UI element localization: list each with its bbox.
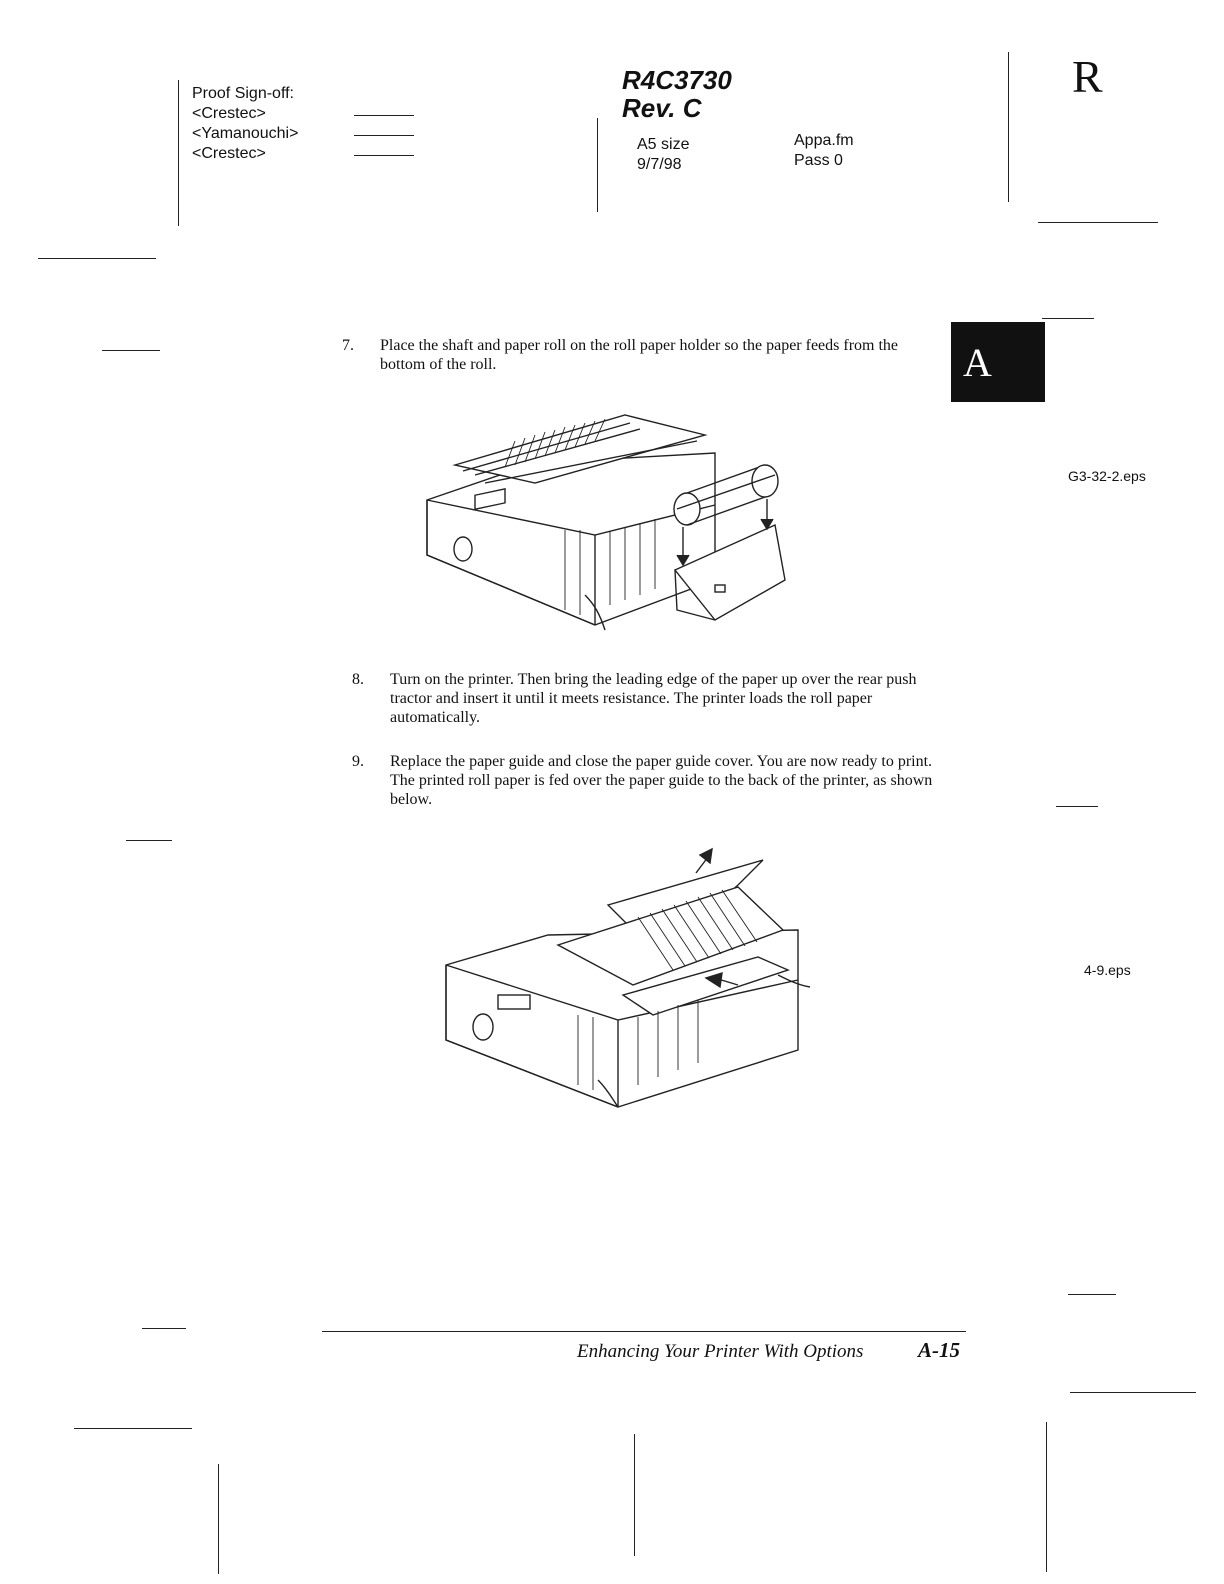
printer-roll-holder-illustration [415, 405, 795, 633]
doc-pass: Pass 0 [794, 152, 843, 169]
crop-mark [218, 1464, 219, 1574]
step-8 [352, 670, 952, 730]
step-number: 7. [342, 337, 354, 354]
doc-file: Appa.fm [794, 132, 854, 149]
step-text: Replace the paper guide and close the paper guide cover. You are now ready to print. The printed roll paper is fed over the paper guide to the back of the printer, as shown below. [390, 753, 933, 808]
signoff-row [192, 144, 414, 164]
step-7 [342, 336, 942, 376]
crop-mark [1056, 806, 1098, 807]
signoff-blank [354, 115, 414, 116]
doc-size: A5 size [637, 136, 690, 153]
signoff-blank [354, 155, 414, 156]
page-number: A-15 [918, 1338, 960, 1362]
crop-mark [74, 1428, 192, 1429]
doc-code-block [622, 66, 732, 122]
header-divider-left [597, 118, 598, 212]
signoff-name: <Crestec> [192, 145, 266, 162]
crop-mark [142, 1328, 186, 1329]
step-text: Place the shaft and paper roll on the roll paper holder so the paper feeds from the bottom of the roll. [380, 337, 899, 373]
corner-mark: R [1072, 51, 1103, 102]
signoff-blank [354, 135, 414, 136]
proof-margin-rule [178, 80, 179, 226]
crop-mark [1068, 1294, 1116, 1295]
doc-date: 9/7/98 [637, 156, 682, 173]
crop-mark [1042, 318, 1094, 319]
crop-mark [1070, 1392, 1196, 1393]
proof-signoff-block [192, 84, 414, 164]
crop-mark [38, 258, 156, 259]
signoff-name: <Crestec> [192, 105, 266, 122]
signoff-name: <Yamanouchi> [192, 125, 299, 142]
crop-mark [102, 350, 160, 351]
header-divider-right [1008, 52, 1009, 202]
doc-code: R4C3730 [622, 65, 732, 95]
crop-mark [126, 840, 172, 841]
crop-mark [634, 1434, 635, 1556]
step-number: 9. [352, 753, 364, 770]
step-number: 8. [352, 671, 364, 688]
footer-rule [322, 1331, 966, 1332]
doc-revision: Rev. C [622, 93, 702, 123]
proof-signoff-title: Proof Sign-off: [192, 85, 294, 102]
footer-chapter-title: Enhancing Your Printer With Options [577, 1341, 864, 1362]
printer-paper-feed-illustration [438, 845, 818, 1110]
crop-mark [1046, 1422, 1047, 1572]
figure-filename: G3-32-2.eps [1068, 468, 1146, 484]
signoff-row [192, 104, 414, 124]
step-text: Turn on the printer. Then bring the leading edge of the paper up over the rear push tractor and insert it until it meets resistance. The printer loads the roll paper automatically. [390, 671, 917, 726]
step-9 [352, 752, 952, 812]
signoff-row [192, 124, 414, 144]
section-tab: A [951, 322, 1045, 402]
crop-mark [1038, 222, 1158, 223]
figure-filename: 4-9.eps [1084, 962, 1131, 978]
